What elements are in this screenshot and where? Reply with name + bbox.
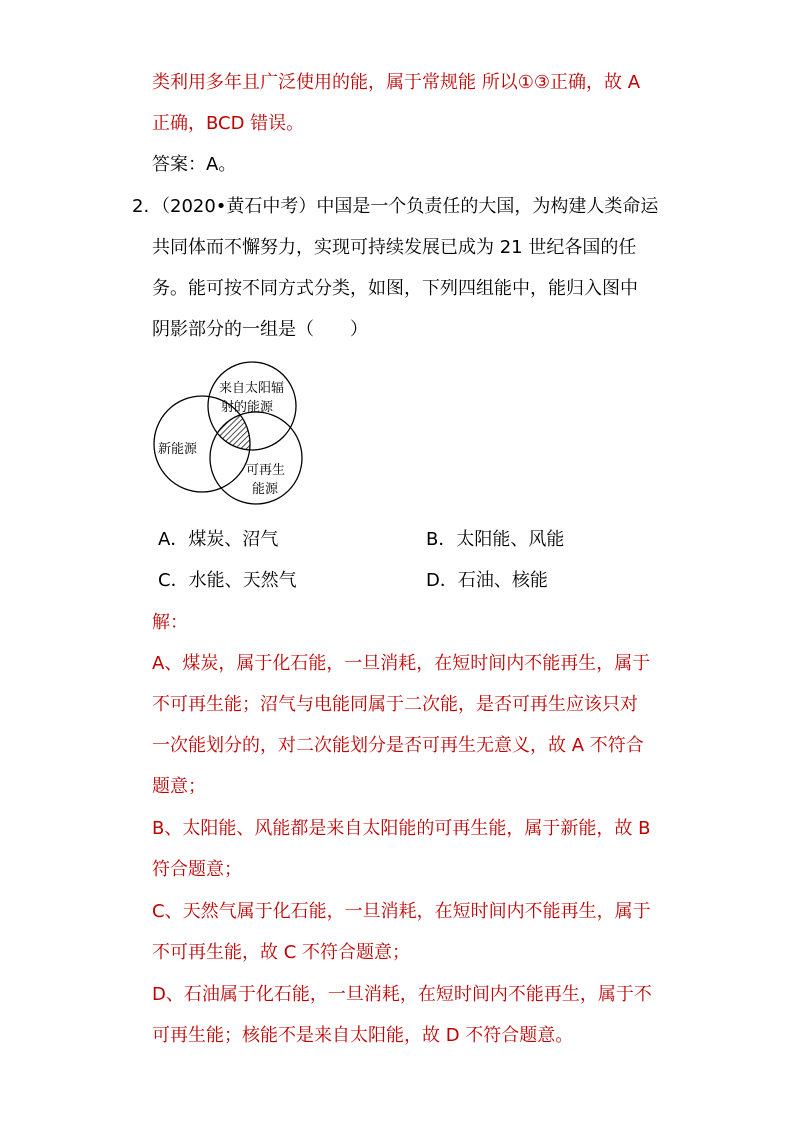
venn-diagram [148, 360, 318, 505]
label-new-energy: 新能源 [158, 442, 198, 457]
label-solar-1: 来自太阳辐 [219, 381, 285, 396]
question-line: 共同体而不懈努力，实现可持续发展已成为 21 世纪各国的任 [152, 237, 637, 258]
solution-line: 符合题意； [152, 859, 242, 880]
option-b: B．太阳能、风能 [426, 529, 565, 550]
option-c: C．水能、天然气 [158, 570, 297, 591]
prev-explanation-line: 正确，BCD 错误。 [152, 113, 305, 134]
solution-line: 可再生能；核能不是来自太阳能，故 D 不符合题意。 [152, 1025, 574, 1046]
prev-answer: 答案：A。 [152, 154, 237, 175]
label-renewable-2: 能源 [252, 482, 279, 497]
solution-line: 不可再生能；沼气与电能同属于二次能，是否可再生应该只对 [152, 694, 638, 715]
label-renewable-1: 可再生 [246, 463, 286, 478]
solution-line: 不可再生能，故 C 不符合题意； [152, 942, 411, 963]
question-line: 务。能可按不同方式分类，如图，下列四组能中，能归入图中 [152, 278, 638, 299]
solution-line: 题意； [152, 776, 206, 797]
question-line: 阴影部分的一组是（ ） [152, 319, 368, 340]
question-line: （2020•黄石中考）中国是一个负责任的大国，为构建人类命运 [152, 196, 659, 217]
option-a: A．煤炭、沼气 [158, 529, 279, 550]
solution-line: D、石油属于化石能，一旦消耗，在短时间内不能再生，属于不 [152, 984, 652, 1005]
solution-heading: 解： [152, 612, 188, 633]
solution-line: B、太阳能、风能都是来自太阳能的可再生能，属于新能，故 B [152, 818, 651, 839]
solution-line: 一次能划分的，对二次能划分是否可再生无意义，故 A 不符合 [152, 735, 644, 756]
question-number: 2. [132, 196, 150, 217]
solution-line: A、煤炭，属于化石能，一旦消耗，在短时间内不能再生，属于 [152, 653, 651, 674]
prev-explanation-line: 类利用多年且广泛使用的能，属于常规能 所以①③正确，故 A [152, 72, 641, 93]
label-solar-2: 射的能源 [221, 400, 274, 415]
option-d: D．石油、核能 [426, 570, 548, 591]
solution-line: C、天然气属于化石能，一旦消耗，在短时间内不能再生，属于 [152, 901, 651, 922]
